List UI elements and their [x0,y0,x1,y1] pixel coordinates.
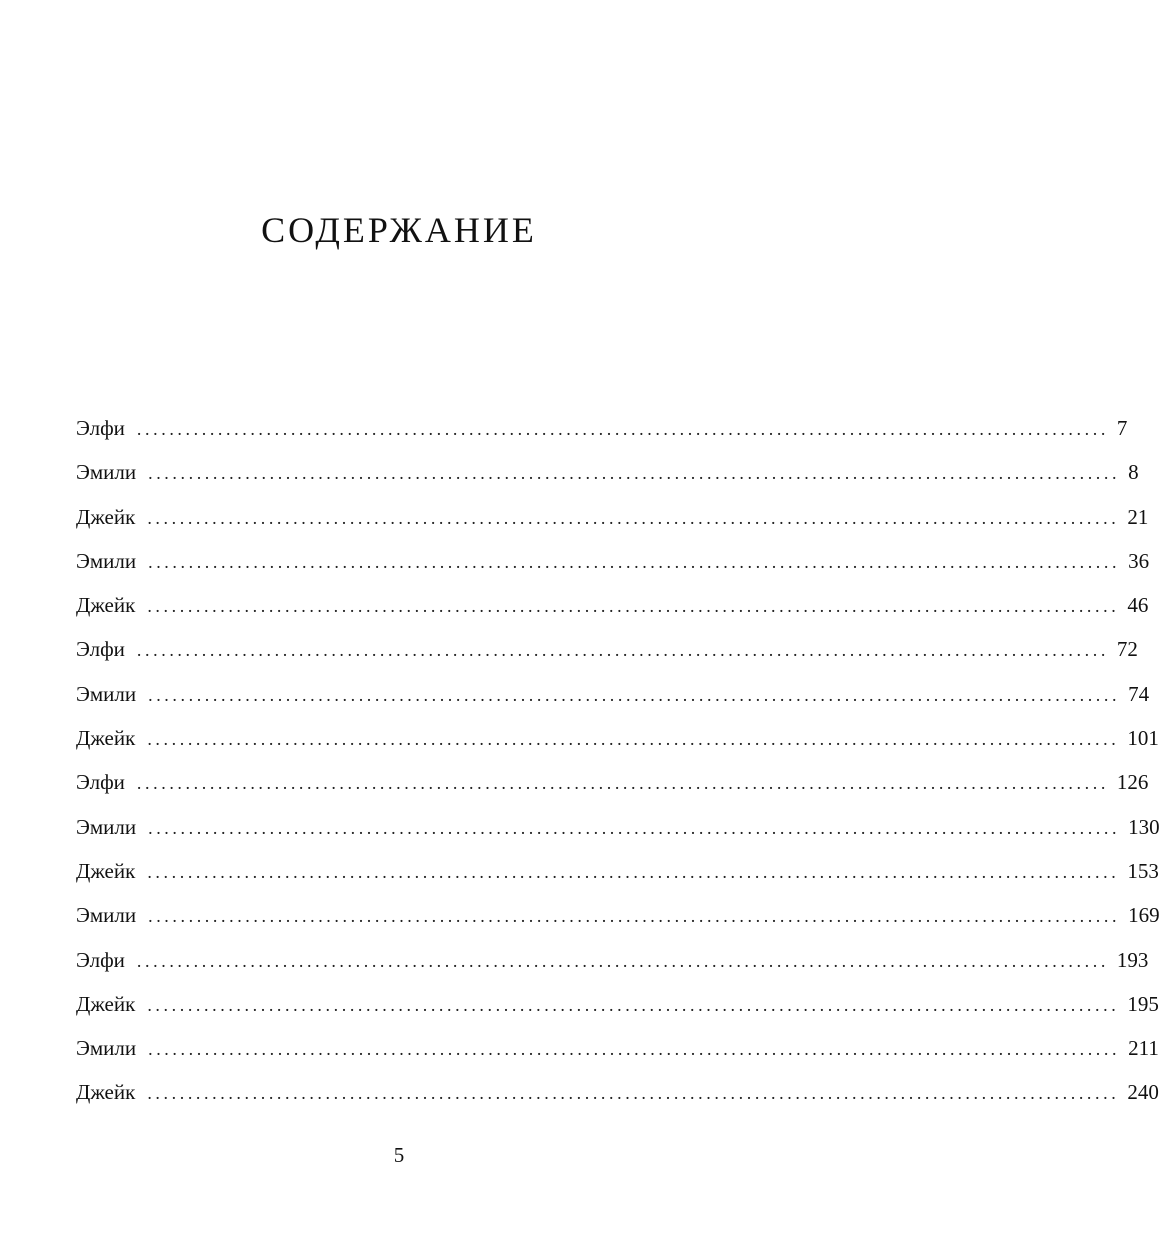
toc-entry [76,849,1159,893]
toc-entry-label: Джейк [76,1080,136,1105]
dot-leader: ........................................................................................................................ [148,684,1121,705]
toc-entry [76,495,1149,539]
toc-entry-page: 36 [1128,548,1150,573]
toc-entry-page: 169 [1128,903,1160,928]
toc-entry-label: Элфи [76,770,125,795]
toc-entry-label: Джейк [76,991,136,1016]
dot-leader: ........................................................................................................................ [136,640,1109,661]
dot-leader: ........................................................................................................................ [148,551,1121,572]
page-title: СОДЕРЖАНИЕ [261,210,537,250]
toc-entry [76,805,1160,849]
toc-entry [76,450,1139,494]
toc-entry-label: Джейк [76,858,136,883]
dot-leader: ........................................................................................................................ [148,463,1121,484]
toc-entry-page: 72 [1116,637,1138,662]
dot-leader: ........................................................................................................................ [147,729,1120,750]
toc-entry [76,982,1159,1026]
toc-entry [76,627,1138,671]
dot-leader: ........................................................................................................................ [148,1039,1121,1060]
toc-entry-label: Джейк [76,504,136,529]
toc-entry-page: 193 [1116,947,1149,972]
toc-entry-page: 46 [1127,593,1149,618]
dot-leader: ........................................................................................................................ [147,861,1120,882]
dot-leader: ........................................................................................................................ [148,906,1121,927]
toc-entry [76,760,1149,804]
toc-entry [76,1026,1159,1070]
dot-leader: ........................................................................................................................ [148,817,1121,838]
toc-entry-label: Эмили [76,814,137,839]
toc-entry [76,672,1150,716]
toc-entry-label: Джейк [76,726,136,751]
toc-entry [76,1070,1159,1114]
dot-leader: ........................................................................................................................ [136,950,1109,971]
toc-entry-page: 7 [1116,416,1128,440]
toc-entry-label: Элфи [76,416,125,440]
dot-leader: ........................................................................................................................ [147,994,1120,1015]
toc-entry [76,583,1149,627]
toc-entry-label: Эмили [76,681,137,706]
toc-entry-label: Эмили [76,903,137,928]
toc-entry [76,539,1150,583]
toc-entry [76,406,1128,450]
toc-entry-page: 21 [1127,504,1149,529]
toc-entry [76,938,1149,982]
dot-leader: ........................................................................................................................ [147,507,1120,528]
toc-entry-page: 101 [1127,726,1159,751]
dot-leader: ........................................................................................................................ [147,596,1120,617]
dot-leader: ........................................................................................................................ [147,1083,1120,1104]
toc-entry-label: Элфи [76,947,125,972]
toc-entry [76,716,1159,760]
toc-entry-page: 153 [1127,858,1159,883]
toc-entry-page: 211 [1128,1036,1159,1061]
toc-entry-page: 74 [1128,681,1150,706]
toc-entry-label: Эмили [76,548,137,573]
toc-entry-page: 8 [1128,460,1139,485]
table-of-contents [76,406,1160,1115]
toc-entry-label: Элфи [76,637,125,662]
toc-entry-label: Эмили [76,460,137,485]
toc-entry-page: 240 [1127,1080,1159,1105]
toc-entry-label: Джейк [76,593,136,618]
toc-entry-page: 126 [1116,770,1149,795]
dot-leader: ........................................................................................................................ [136,419,1109,439]
toc-entry-label: Эмили [76,1036,137,1061]
toc-entry-page: 195 [1127,991,1159,1016]
toc-entry [76,893,1160,937]
page-number: 5 [393,1143,405,1167]
toc-entry-page: 130 [1128,814,1160,839]
dot-leader: ........................................................................................................................ [136,773,1109,794]
